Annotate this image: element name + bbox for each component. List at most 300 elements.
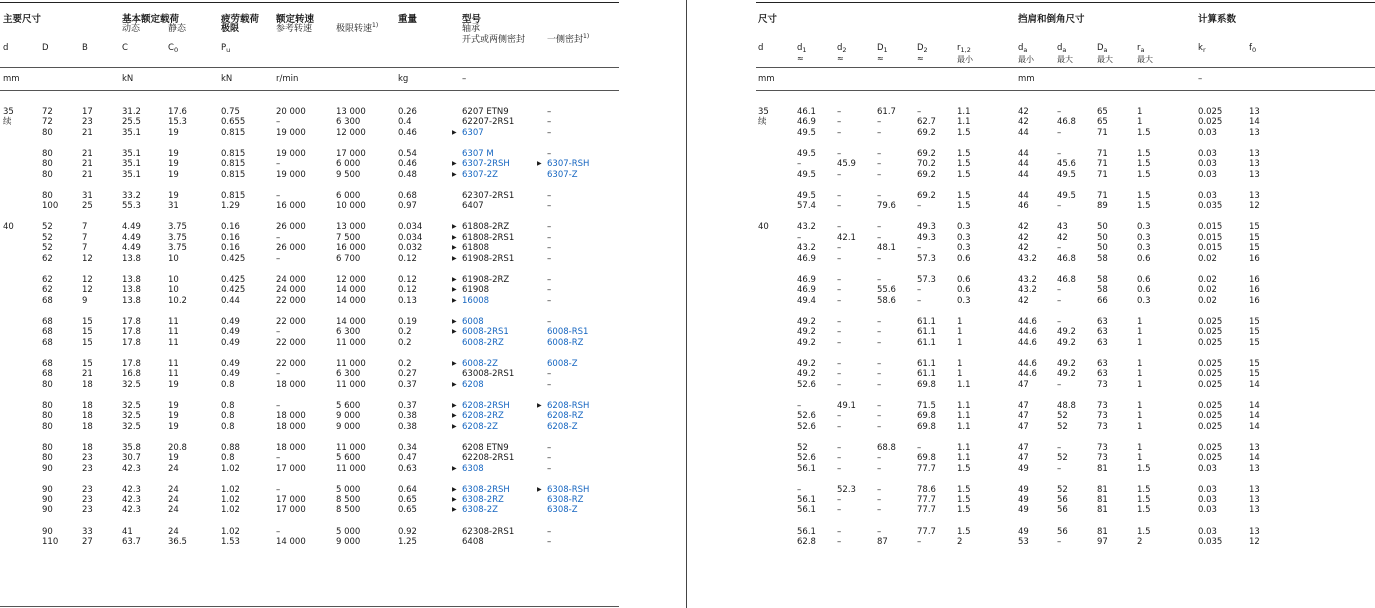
- cell-one-side: –: [547, 369, 552, 380]
- cell-r12: 1.5: [957, 505, 971, 516]
- cell-ra: 0.3: [1137, 295, 1151, 306]
- cell-kr: 0.03: [1198, 463, 1217, 474]
- cell-mass: 0.12: [398, 253, 417, 264]
- cell-r12: 1.1: [957, 442, 971, 453]
- cell-Pu: 1.02: [221, 495, 240, 505]
- popular-marker-icon: ▶: [452, 128, 457, 136]
- cell-D2: 69.8: [917, 411, 936, 422]
- cell-designation: 61808-2RS1: [462, 232, 515, 243]
- sym-d1-base: d: [797, 43, 803, 53]
- cell-kr: 0.025: [1198, 369, 1223, 380]
- cell-mass: 0.64: [398, 484, 417, 495]
- cell-designation: 61908-2RZ: [462, 274, 510, 285]
- cell-ref-speed: 26 000: [276, 222, 306, 233]
- cell-da-min: 44: [1018, 159, 1029, 170]
- cell-D1: –: [877, 232, 882, 243]
- cell-D2: –: [917, 107, 922, 117]
- cell-D1: –: [877, 222, 882, 233]
- cell-da-min: 44.6: [1018, 358, 1037, 369]
- cell-d2: –: [837, 107, 842, 117]
- cell-kr: 0.03: [1198, 495, 1217, 505]
- sym-da-sub: a: [1023, 46, 1028, 54]
- cell-D: 52: [42, 232, 53, 243]
- cell-d2: –: [837, 274, 842, 285]
- cell-C: 42.3: [122, 505, 141, 516]
- cell-C0: 19: [168, 379, 179, 390]
- cell-r12: 0.3: [957, 232, 971, 243]
- sym-Da-base: D: [1097, 43, 1104, 53]
- cell-C: 4.49: [122, 232, 141, 243]
- cell-f0: 13: [1249, 107, 1260, 117]
- cell-Pu: 0.49: [221, 337, 240, 348]
- cell-D1: 68.8: [877, 442, 896, 453]
- cell-D: 62: [42, 274, 53, 285]
- cell-Pu: 1.53: [221, 536, 240, 547]
- cell-d1: 49.2: [797, 337, 816, 348]
- cell-C0: 19: [168, 400, 179, 411]
- cell-Da: 73: [1097, 442, 1108, 453]
- cell-f0: 13: [1249, 442, 1260, 453]
- sym-Pu-base: P: [221, 43, 227, 53]
- cell-f0: 13: [1249, 127, 1260, 138]
- popular-marker-icon: ▶: [452, 485, 457, 493]
- cell-one-side: 6308-RZ: [547, 495, 584, 505]
- cell-Pu: 1.02: [221, 484, 240, 495]
- cell-r12: 0.6: [957, 274, 971, 285]
- cell-D1: –: [877, 337, 882, 348]
- cell-ra: 1: [1137, 327, 1143, 338]
- cell-D2: 61.1: [917, 337, 936, 348]
- cell-one-side: 6308-Z: [547, 505, 578, 516]
- cell-C0: 24: [168, 505, 179, 516]
- cell-da-min: 49: [1018, 484, 1029, 495]
- cell-da-max: 56: [1057, 526, 1068, 537]
- cell-kr: 0.025: [1198, 379, 1223, 390]
- cell-one-side: 6208-RZ: [547, 411, 584, 422]
- cell-one-side: –: [547, 526, 552, 537]
- popular-marker-icon: ▶: [452, 506, 457, 514]
- cell-r12: 0.3: [957, 243, 971, 254]
- cell-limit-speed: 13 000: [336, 107, 366, 117]
- cell-da-min: 42: [1018, 243, 1029, 254]
- cell-d1: –: [797, 159, 802, 170]
- cell-Da: 81: [1097, 463, 1108, 474]
- cell-D: 80: [42, 379, 53, 390]
- sym-d2-base: d: [837, 43, 843, 53]
- cell-one-side: 6307-Z: [547, 169, 578, 180]
- cell-f0: 12: [1249, 536, 1260, 547]
- cell-ref-speed: –: [276, 327, 281, 338]
- cell-kr: 0.025: [1198, 327, 1223, 338]
- cell-da-max: 46.8: [1057, 253, 1076, 264]
- cell-C0: 36.5: [168, 536, 187, 547]
- cell-Da: 63: [1097, 327, 1108, 338]
- cell-ra: 0.6: [1137, 274, 1151, 285]
- cell-ra: 1: [1137, 421, 1143, 432]
- cell-da-max: 49.2: [1057, 337, 1076, 348]
- sym-D1-approx: ≈: [877, 54, 884, 63]
- cell-B: 21: [82, 148, 93, 159]
- unit-r-mm: mm: [758, 74, 775, 84]
- sym-Pu-sub: u: [226, 46, 231, 54]
- cell-Da: 71: [1097, 148, 1108, 159]
- cell-d1: 62.8: [797, 536, 816, 547]
- cell-Da: 73: [1097, 453, 1108, 464]
- cell-da-max: 46.8: [1057, 117, 1076, 128]
- cell-da-max: 49.5: [1057, 190, 1076, 201]
- cell-Pu: 0.815: [221, 127, 246, 138]
- cell-Pu: 0.8: [221, 411, 235, 422]
- cell-Pu: 0.815: [221, 159, 246, 170]
- cell-d2: –: [837, 253, 842, 264]
- cell-ref-speed: 16 000: [276, 201, 306, 212]
- cell-da-max: 46.8: [1057, 274, 1076, 285]
- cell-r12: 1.5: [957, 148, 971, 159]
- cell-d2: 49.1: [837, 400, 856, 411]
- cell-kr: 0.025: [1198, 117, 1223, 128]
- cell-da-max: 49.5: [1057, 169, 1076, 180]
- cell-mass: 0.46: [398, 127, 417, 138]
- cell-one-side: –: [547, 295, 552, 306]
- cell-limit-speed: 11 000: [336, 379, 366, 390]
- cell-r12: 1: [957, 327, 963, 338]
- cell-C0: 19: [168, 159, 179, 170]
- cell-designation: 6308-2RSH: [462, 484, 510, 495]
- cell-C0: 31: [168, 201, 179, 212]
- cell-D: 68: [42, 316, 53, 327]
- cell-d2: –: [837, 495, 842, 505]
- cell-C: 32.5: [122, 400, 141, 411]
- cell-r12: 1.5: [957, 463, 971, 474]
- cell-D1: –: [877, 495, 882, 505]
- cell-Pu: 0.16: [221, 243, 240, 254]
- cell-designation: 6307-2Z: [462, 169, 498, 180]
- cell-C0: 11: [168, 358, 179, 369]
- cell-Pu: 0.16: [221, 222, 240, 233]
- cell-B: 7: [82, 232, 88, 243]
- cell-ra: 0.3: [1137, 222, 1151, 233]
- right-top-rule: [756, 2, 1375, 3]
- popular-marker-icon: ▶: [537, 401, 542, 409]
- cell-D1: –: [877, 327, 882, 338]
- cell-ra: 0.3: [1137, 232, 1151, 243]
- cell-f0: 14: [1249, 379, 1260, 390]
- header-one-side: [547, 32, 589, 45]
- cell-f0: 15: [1249, 222, 1260, 233]
- cell-kr: 0.025: [1198, 453, 1223, 464]
- cell-D: 62: [42, 253, 53, 264]
- cell-d1: 52: [797, 442, 808, 453]
- sym-ra-base: r: [1137, 43, 1141, 53]
- cell-f0: 16: [1249, 253, 1260, 264]
- cell-Pu: 0.815: [221, 190, 246, 201]
- cell-C0: 3.75: [168, 222, 187, 233]
- cell-Pu: 0.49: [221, 316, 240, 327]
- header-dims: 尺寸: [758, 14, 778, 25]
- cell-C: 32.5: [122, 421, 141, 432]
- cell-ref-speed: –: [276, 232, 281, 243]
- cell-D2: –: [917, 442, 922, 453]
- cell-kr: 0.025: [1198, 442, 1223, 453]
- cell-B: 23: [82, 505, 93, 516]
- header-rated-speed: 额定转速: [276, 14, 315, 25]
- cell-Da: 81: [1097, 526, 1108, 537]
- cell-B: 18: [82, 379, 93, 390]
- cell-r12: 1.5: [957, 484, 971, 495]
- cell-Da: 50: [1097, 243, 1108, 254]
- cell-ra: 1: [1137, 442, 1143, 453]
- header-static: 静态: [168, 24, 187, 34]
- cell-f0: 13: [1249, 526, 1260, 537]
- right-unit-rule: [756, 90, 1375, 91]
- cell-r12: 1.5: [957, 159, 971, 170]
- cell-da-min: 43.2: [1018, 285, 1037, 296]
- cell-C0: 24: [168, 526, 179, 537]
- cell-D: 80: [42, 453, 53, 464]
- cell-B: 18: [82, 400, 93, 411]
- one-side-label: 一侧密封: [547, 35, 584, 45]
- cell-mass: 0.12: [398, 285, 417, 296]
- cell-Da: 65: [1097, 117, 1108, 128]
- cell-Da: 81: [1097, 505, 1108, 516]
- cell-D: 72: [42, 107, 53, 117]
- cell-da-min: 49: [1018, 495, 1029, 505]
- cell-ref-speed: –: [276, 453, 281, 464]
- sym-r-d: d: [758, 43, 764, 53]
- cell-B: 21: [82, 127, 93, 138]
- popular-marker-icon: ▶: [452, 464, 457, 472]
- cell-D: 68: [42, 295, 53, 306]
- cell-f0: 13: [1249, 505, 1260, 516]
- cell-limit-speed: 6 700: [336, 253, 361, 264]
- cell-d1: –: [797, 400, 802, 411]
- cell-ref-speed: –: [276, 526, 281, 537]
- cell-f0: 13: [1249, 484, 1260, 495]
- cell-d1: 46.9: [797, 117, 816, 128]
- cell-D1: –: [877, 316, 882, 327]
- cell-B: 17: [82, 107, 93, 117]
- cell-d1: 52.6: [797, 421, 816, 432]
- sym-Da-max: 最大: [1097, 55, 1113, 64]
- cell-D: 90: [42, 495, 53, 505]
- cell-r12: 1.5: [957, 127, 971, 138]
- cell-C: 13.8: [122, 253, 141, 264]
- cell-kr: 0.025: [1198, 316, 1223, 327]
- cell-limit-speed: 5 000: [336, 484, 361, 495]
- sym-D1-sub: 1: [883, 46, 888, 54]
- popular-marker-icon: ▶: [452, 380, 457, 388]
- cell-limit-speed: 9 500: [336, 169, 361, 180]
- cell-designation: 6008-2Z: [462, 358, 498, 369]
- cell-ra: 0.6: [1137, 285, 1151, 296]
- cell-D2: 61.1: [917, 369, 936, 380]
- cell-D1: –: [877, 505, 882, 516]
- cell-r12: 1.1: [957, 400, 971, 411]
- cell-designation: 62307-2RS1: [462, 190, 515, 201]
- header-designation: 型号: [462, 14, 482, 25]
- sym-Da-sub: a: [1103, 46, 1108, 54]
- cell-D: 62: [42, 285, 53, 296]
- cell-limit-speed: 9 000: [336, 421, 361, 432]
- cell-da-min: 44.6: [1018, 369, 1037, 380]
- cell-r12: 1.5: [957, 190, 971, 201]
- cell-D1: 79.6: [877, 201, 896, 212]
- sym-C0-sub: 0: [173, 46, 179, 54]
- cell-mass: 0.27: [398, 369, 417, 380]
- cell-Pu: 0.88: [221, 442, 240, 453]
- cell-Da: 81: [1097, 495, 1108, 505]
- sym-da2: [1057, 43, 1066, 54]
- popular-marker-icon: ▶: [452, 244, 457, 252]
- cell-C0: 24: [168, 463, 179, 474]
- sym-B: B: [82, 43, 88, 53]
- header-limit-speed: [336, 21, 378, 34]
- cell-B: 18: [82, 411, 93, 422]
- cell-f0: 14: [1249, 400, 1260, 411]
- cell-designation: 6208: [462, 379, 484, 390]
- cell-designation: 6308-2RZ: [462, 495, 504, 505]
- sym-ra-sub: a: [1140, 46, 1145, 54]
- cell-Da: 97: [1097, 536, 1108, 547]
- cell-mass: 0.034: [398, 222, 423, 233]
- cell-D: 80: [42, 159, 53, 170]
- cell-Pu: 0.8: [221, 421, 235, 432]
- cell-limit-speed: 10 000: [336, 201, 366, 212]
- cell-D2: 61.1: [917, 327, 936, 338]
- cell-kr: 0.025: [1198, 411, 1223, 422]
- cell-ra: 1.5: [1137, 463, 1151, 474]
- cell-ref-speed: 19 000: [276, 169, 306, 180]
- cell-D2: 77.7: [917, 526, 936, 537]
- cell-mass: 0.034: [398, 232, 423, 243]
- cell-f0: 14: [1249, 453, 1260, 464]
- cell-ra: 1.5: [1137, 495, 1151, 505]
- cell-C: 4.49: [122, 243, 141, 254]
- cell-r12: 0.6: [957, 253, 971, 264]
- sym-ra: [1137, 43, 1144, 54]
- cell-designation: 61908-2RS1: [462, 253, 515, 264]
- cell-designation: 62308-2RS1: [462, 526, 515, 537]
- cell-C0: 19: [168, 453, 179, 464]
- cell-D2: 77.7: [917, 505, 936, 516]
- cell-d2: –: [837, 337, 842, 348]
- cell-C0: 3.75: [168, 243, 187, 254]
- unit-kg: kg: [398, 74, 409, 84]
- bore-d: 35: [3, 107, 14, 117]
- cell-ra: 1: [1137, 369, 1143, 380]
- sym-da2-max: 最大: [1057, 55, 1073, 64]
- cell-D2: 69.8: [917, 453, 936, 464]
- cell-d2: –: [837, 148, 842, 159]
- cell-Da: 63: [1097, 316, 1108, 327]
- cell-D2: –: [917, 201, 922, 212]
- cell-ref-speed: 18 000: [276, 379, 306, 390]
- sym-kr: [1198, 43, 1206, 54]
- cell-ra: 1.5: [1137, 148, 1151, 159]
- cell-f0: 13: [1249, 148, 1260, 159]
- cell-r12: 1: [957, 369, 963, 380]
- cell-designation: 6307 M: [462, 148, 494, 159]
- cell-limit-speed: 7 500: [336, 232, 361, 243]
- cell-D1: –: [877, 274, 882, 285]
- cell-f0: 13: [1249, 190, 1260, 201]
- cell-D1: –: [877, 400, 882, 411]
- cell-kr: 0.03: [1198, 190, 1217, 201]
- cell-designation: 6008-2RS1: [462, 327, 509, 338]
- cell-ra: 1.5: [1137, 484, 1151, 495]
- cell-one-side: –: [547, 316, 552, 327]
- cell-D2: 70.2: [917, 159, 936, 170]
- sym-ra-max: 最大: [1137, 55, 1153, 64]
- cell-da-min: 49: [1018, 526, 1029, 537]
- cell-C0: 19: [168, 411, 179, 422]
- sym-D2: [917, 43, 928, 54]
- cell-mass: 0.92: [398, 526, 417, 537]
- cell-Da: 89: [1097, 201, 1108, 212]
- cell-D: 90: [42, 463, 53, 474]
- cell-Pu: 0.8: [221, 400, 235, 411]
- cell-D2: 61.1: [917, 316, 936, 327]
- cell-ra: 1: [1137, 316, 1143, 327]
- cell-designation: 61908: [462, 285, 490, 296]
- cell-mass: 0.2: [398, 327, 412, 338]
- cell-C0: 15.3: [168, 117, 187, 128]
- cell-D1: –: [877, 117, 882, 128]
- cell-d1: 56.1: [797, 505, 816, 516]
- cell-D2: 77.7: [917, 495, 936, 505]
- sym-r12-base: r: [957, 43, 961, 53]
- cell-one-side: –: [547, 232, 552, 243]
- cell-da-max: –: [1057, 201, 1062, 212]
- cell-ref-speed: 19 000: [276, 148, 306, 159]
- cell-kr: 0.03: [1198, 127, 1217, 138]
- cell-r12: 1: [957, 316, 963, 327]
- cell-kr: 0.03: [1198, 526, 1217, 537]
- cell-one-side: –: [547, 243, 552, 254]
- cell-d2: –: [837, 442, 842, 453]
- cell-d1: 49.5: [797, 190, 816, 201]
- cell-f0: 13: [1249, 495, 1260, 505]
- cell-mass: 0.65: [398, 505, 417, 516]
- cell-kr: 0.03: [1198, 169, 1217, 180]
- cell-B: 7: [82, 222, 88, 233]
- right-sym-rule: [756, 67, 1375, 68]
- sym-D1: [877, 43, 888, 54]
- cell-limit-speed: 17 000: [336, 148, 366, 159]
- cell-kr: 0.03: [1198, 148, 1217, 159]
- one-side-footnote: 1): [583, 33, 590, 40]
- cell-D1: 48.1: [877, 243, 896, 254]
- cell-da-max: 42: [1057, 232, 1068, 243]
- header-ref-speed: 参考转速: [276, 24, 313, 34]
- header-main-dims: 主要尺寸: [3, 14, 42, 25]
- cell-D2: 69.8: [917, 379, 936, 390]
- cell-D2: –: [917, 295, 922, 306]
- cell-r12: 1.5: [957, 169, 971, 180]
- cell-ref-speed: 18 000: [276, 442, 306, 453]
- cell-limit-speed: 11 000: [336, 442, 366, 453]
- cell-B: 15: [82, 316, 93, 327]
- cell-ref-speed: –: [276, 190, 281, 201]
- cell-one-side: 6307-RSH: [547, 159, 590, 170]
- cell-C: 17.8: [122, 316, 141, 327]
- cell-D: 52: [42, 222, 53, 233]
- cell-d2: –: [837, 358, 842, 369]
- header-fatigue2: 极限: [221, 24, 240, 34]
- cell-Da: 71: [1097, 190, 1108, 201]
- popular-marker-icon: ▶: [452, 233, 457, 241]
- cell-D2: 69.2: [917, 169, 936, 180]
